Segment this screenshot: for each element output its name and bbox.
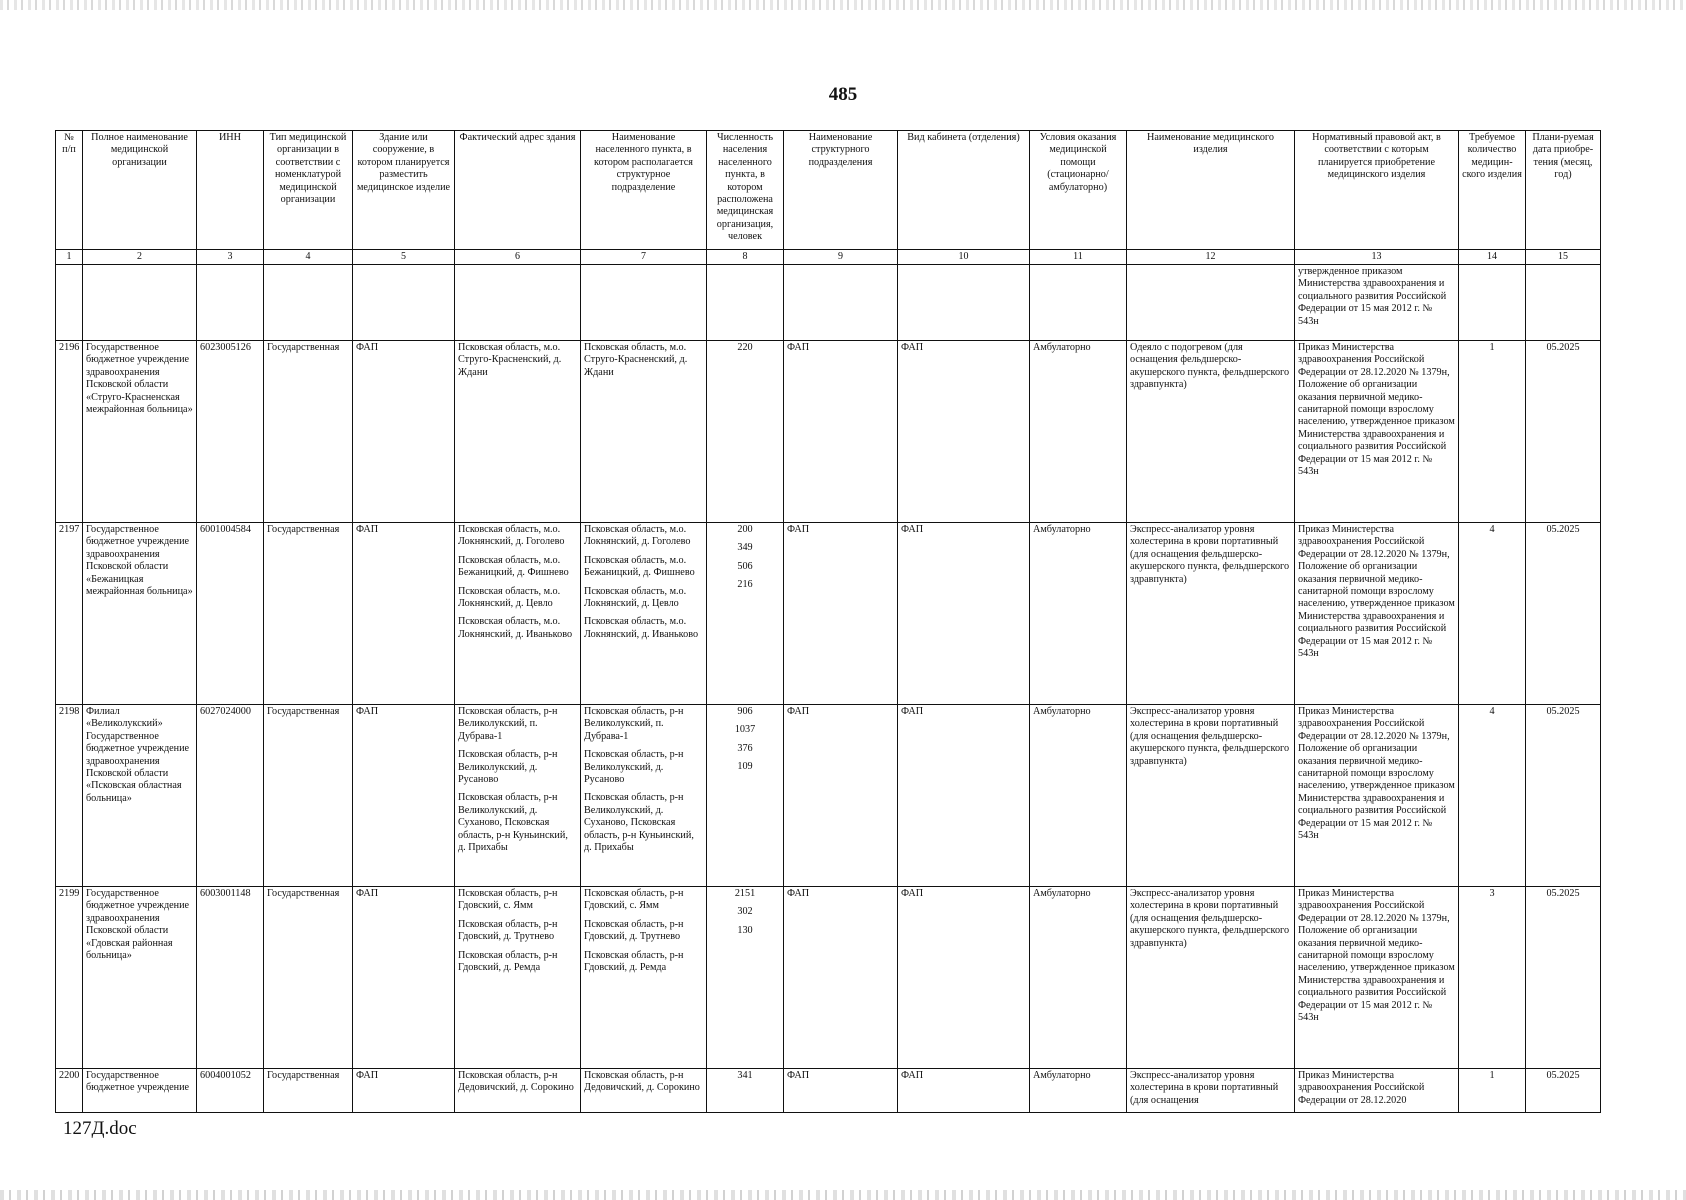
address-cell-entry: Псковская область, р-н Дедовичский, д. Сорокино (458, 1070, 574, 1094)
row-number-cell: 2196 (56, 341, 83, 523)
column-header: Численность населения населенного пункта, в котором расположена медицинская организация, человек (707, 131, 784, 250)
org-type-cell: Государственная (264, 523, 353, 705)
quantity-cell: 1 (1459, 1069, 1526, 1113)
address-cell-entry: Псковская область, р-н Гдовский, д. Трутнево (458, 918, 558, 943)
population-cell-entry: 220 (737, 342, 753, 353)
row-number-cell: 2200 (56, 1069, 83, 1113)
settlement-cell-entry: Псковская область, р-н Гдовский, д. Трутнево (584, 918, 684, 943)
continuation-act-cell: утвержденное приказом Министерства здравоохранения и социального развития Российской Федерации от 15 мая 2012 г. № 543н (1295, 265, 1459, 341)
column-number: 4 (264, 250, 353, 265)
address-cell (455, 341, 581, 523)
column-number: 14 (1459, 250, 1526, 265)
column-number-row (56, 250, 1601, 265)
purchase-date-cell: 05.2025 (1526, 887, 1601, 1069)
settlement-cell (581, 523, 707, 705)
structural-unit-cell: ФАП (784, 705, 898, 887)
header-row (56, 131, 1601, 250)
medical-device-cell: Экспресс-анализатор уровня холестерина в крови портативный (для оснащения фельдшерско-акушерского пункта, фельдшерского здравпункта) (1127, 705, 1295, 887)
column-header: № п/п (56, 131, 83, 250)
legal-act-cell: Приказ Министерства здравоохранения Российской Федерации от 28.12.2020 № 1379н, Положение об организации оказания первичной медико-санитарной помощи взрослому населению, утвержденное приказом Министерства здравоохранения и социального развития Российской Федерации от 15 мая 2012 г. № 543н (1295, 887, 1459, 1069)
quantity-cell: 3 (1459, 887, 1526, 1069)
column-header: Полное наименование медицинской организации (83, 131, 197, 250)
settlement-cell-entry: Псковская область, р-н Гдовский, с. Ямм (584, 888, 684, 912)
medical-device-cell: Экспресс-анализатор уровня холестерина в крови портативный (для оснащения фельдшерско-акушерского пункта, фельдшерского здравпункта) (1127, 887, 1295, 1069)
org-type-cell: Государственная (264, 1069, 353, 1113)
population-cell (707, 523, 784, 705)
settlement-cell (581, 1069, 707, 1113)
address-cell-entry: Псковская область, р-н Великолукский, д. Суханово, Псковская область, р-н Куньинский, д. Прихабы (458, 792, 568, 854)
settlement-cell (581, 341, 707, 523)
row-number-cell: 2197 (56, 523, 83, 705)
organization-cell: Государственное бюджетное учреждение (83, 1069, 197, 1113)
column-number: 1 (56, 250, 83, 265)
page-number: 485 (828, 84, 858, 105)
legal-act-cell: Приказ Министерства здравоохранения Российской Федерации от 28.12.2020 (1295, 1069, 1459, 1113)
population-cell-entry: 302 (737, 906, 753, 918)
address-cell (455, 705, 581, 887)
column-number: 13 (1295, 250, 1459, 265)
address-cell-entry: Псковская область, м.о. Локнянский, д. Гоголево (458, 524, 565, 548)
column-header: Здание или сооружение, в котором планируется разместить медицинское изделие (353, 131, 455, 250)
inn-cell: 6023005126 (197, 341, 264, 523)
organization-cell: Филиал «Великолукский» Государственное бюджетное учреждение здравоохранения Псковской области «Псковская областная больница» (83, 705, 197, 887)
table-row (56, 523, 1601, 705)
column-number: 7 (581, 250, 707, 265)
address-cell-entry: Псковская область, р-н Гдовский, д. Ремда (458, 949, 558, 974)
settlement-cell-entry: Псковская область, р-н Гдовский, д. Ремда (584, 949, 684, 974)
care-conditions-cell: Амбулаторно (1030, 341, 1127, 523)
structural-unit-cell: ФАП (784, 887, 898, 1069)
settlement-cell-entry: Псковская область, р-н Великолукский, п. Дубрава-1 (584, 706, 684, 742)
legal-act-cell: Приказ Министерства здравоохранения Российской Федерации от 28.12.2020 № 1379н, Положение об организации оказания первичной медико-санитарной помощи взрослому населению, утвержденное приказом Министерства здравоохранения и социального развития Российской Федерации от 15 мая 2012 г. № 543н (1295, 341, 1459, 523)
column-number: 3 (197, 250, 264, 265)
column-number: 6 (455, 250, 581, 265)
structural-unit-cell: ФАП (784, 341, 898, 523)
column-header: Наименование населенного пункта, в котором располагается структурное подразделение (581, 131, 707, 250)
settlement-cell (581, 887, 707, 1069)
column-header: Плани-руемая дата приобре-тения (месяц, год) (1526, 131, 1601, 250)
address-cell (455, 887, 581, 1069)
column-header: Условия оказания медицинской помощи (стационарно/ амбулаторно) (1030, 131, 1127, 250)
settlement-cell-entry: Псковская область, м.о. Локнянский, д. Гоголево (584, 524, 691, 548)
quantity-cell: 1 (1459, 341, 1526, 523)
settlement-cell-entry: Псковская область, р-н Дедовичский, д. Сорокино (584, 1070, 700, 1094)
inn-cell: 6027024000 (197, 705, 264, 887)
medical-device-cell: Экспресс-анализатор уровня холестерина в крови портативный (для оснащения (1127, 1069, 1295, 1113)
organization-cell: Государственное бюджетное учреждение здравоохранения Псковской области «Гдовская районная больница» (83, 887, 197, 1069)
building-cell: ФАП (353, 887, 455, 1069)
address-cell-entry: Псковская область, м.о. Струго-Красненский, д. Ждани (458, 342, 562, 378)
table-row (56, 341, 1601, 523)
building-cell: ФАП (353, 705, 455, 887)
column-header: ИНН (197, 131, 264, 250)
column-number: 2 (83, 250, 197, 265)
org-type-cell: Государственная (264, 705, 353, 887)
address-cell-entry: Псковская область, м.о. Локнянский, д. Цевло (458, 585, 561, 610)
org-type-cell: Государственная (264, 887, 353, 1069)
address-cell-entry: Псковская область, м.о. Локнянский, д. Иваньково (458, 616, 573, 640)
settlement-cell-entry: Псковская область, м.о. Струго-Красненский, д. Ждани (584, 342, 688, 378)
address-cell (455, 523, 581, 705)
inn-cell: 6001004584 (197, 523, 264, 705)
settlement-cell-entry: Псковская область, м.о. Бежаницкий, д. Фишнево (584, 554, 695, 579)
column-header: Вид кабинета (отделения) (898, 131, 1030, 250)
scan-edge-top (0, 0, 1686, 10)
purchase-date-cell: 05.2025 (1526, 341, 1601, 523)
inn-cell: 6004001052 (197, 1069, 264, 1113)
settlement-cell (581, 705, 707, 887)
population-cell (707, 705, 784, 887)
care-conditions-cell: Амбулаторно (1030, 887, 1127, 1069)
population-cell-entry: 906 (737, 706, 753, 717)
settlement-cell-entry: Псковская область, м.о. Локнянский, д. Иваньково (584, 616, 699, 640)
column-number: 15 (1526, 250, 1601, 265)
population-cell-entry: 109 (737, 761, 753, 773)
care-conditions-cell: Амбулаторно (1030, 1069, 1127, 1113)
address-cell-entry: Псковская область, м.о. Бежаницкий, д. Фишнево (458, 554, 569, 579)
column-header: Наименование структурного подразделения (784, 131, 898, 250)
settlement-cell-entry: Псковская область, м.о. Локнянский, д. Цевло (584, 585, 687, 610)
population-cell-entry: 200 (737, 524, 753, 535)
org-type-cell: Государственная (264, 341, 353, 523)
organization-cell: Государственное бюджетное учреждение здравоохранения Псковской области «Струго-Красненская межрайонная больница» (83, 341, 197, 523)
inn-cell: 6003001148 (197, 887, 264, 1069)
table-row (56, 705, 1601, 887)
organization-cell: Государственное бюджетное учреждение здравоохранения Псковской области «Бежаницкая межрайонная больница» (83, 523, 197, 705)
population-cell-entry: 1037 (734, 724, 756, 736)
column-header: Тип медицинской организации в соответствии с номенклатурой медицинской организации (264, 131, 353, 250)
medical-device-cell: Экспресс-анализатор уровня холестерина в крови портативный (для оснащения фельдшерско-акушерского пункта, фельдшерского здравпункта) (1127, 523, 1295, 705)
settlement-cell-entry: Псковская область, р-н Великолукский, д. Русаново (584, 749, 684, 786)
structural-unit-cell: ФАП (784, 1069, 898, 1113)
column-number: 8 (707, 250, 784, 265)
population-cell (707, 341, 784, 523)
continuation-row (56, 265, 1601, 341)
address-cell (455, 1069, 581, 1113)
column-number: 5 (353, 250, 455, 265)
cabinet-type-cell: ФАП (898, 1069, 1030, 1113)
column-number: 11 (1030, 250, 1127, 265)
table-row (56, 887, 1601, 1069)
purchase-date-cell: 05.2025 (1526, 1069, 1601, 1113)
column-header: Нормативный правовой акт, в соответствии с которым планируется приобретение медицинского изделия (1295, 131, 1459, 250)
column-header: Наименование медицинского изделия (1127, 131, 1295, 250)
population-cell (707, 1069, 784, 1113)
cabinet-type-cell: ФАП (898, 341, 1030, 523)
population-cell-entry: 349 (737, 542, 753, 554)
cabinet-type-cell: ФАП (898, 705, 1030, 887)
population-cell-entry: 376 (737, 742, 753, 754)
settlement-cell-entry: Псковская область, р-н Великолукский, д. Суханово, Псковская область, р-н Куньинский, д. Прихабы (584, 792, 694, 854)
population-cell-entry: 2151 (734, 888, 756, 899)
population-cell-entry: 341 (737, 1070, 753, 1081)
building-cell: ФАП (353, 1069, 455, 1113)
purchase-date-cell: 05.2025 (1526, 523, 1601, 705)
document-filename: 127Д.doc (63, 1118, 137, 1139)
column-number: 12 (1127, 250, 1295, 265)
legal-act-cell: Приказ Министерства здравоохранения Российской Федерации от 28.12.2020 № 1379н, Положение об организации оказания первичной медико-санитарной помощи взрослому населению, утвержденное приказом Министерства здравоохранения и социального развития Российской Федерации от 15 мая 2012 г. № 543н (1295, 705, 1459, 887)
column-header: Требуемое количество медицин-ского изделия (1459, 131, 1526, 250)
cabinet-type-cell: ФАП (898, 887, 1030, 1069)
building-cell: ФАП (353, 523, 455, 705)
row-number-cell: 2199 (56, 887, 83, 1069)
structural-unit-cell: ФАП (784, 523, 898, 705)
scan-edge-bottom (0, 1190, 1686, 1200)
row-number-cell: 2198 (56, 705, 83, 887)
column-number: 10 (898, 250, 1030, 265)
address-cell-entry: Псковская область, р-н Гдовский, с. Ямм (458, 888, 558, 912)
address-cell-entry: Псковская область, р-н Великолукский, д. Русаново (458, 749, 558, 786)
population-cell-entry: 130 (737, 924, 753, 936)
population-cell-entry: 216 (737, 579, 753, 591)
care-conditions-cell: Амбулаторно (1030, 705, 1127, 887)
building-cell: ФАП (353, 341, 455, 523)
population-cell-entry: 506 (737, 560, 753, 572)
quantity-cell: 4 (1459, 523, 1526, 705)
column-header: Фактический адрес здания (455, 131, 581, 250)
quantity-cell: 4 (1459, 705, 1526, 887)
cabinet-type-cell: ФАП (898, 523, 1030, 705)
care-conditions-cell: Амбулаторно (1030, 523, 1127, 705)
column-number: 9 (784, 250, 898, 265)
medical-device-cell: Одеяло с подогревом (для оснащения фельдшерско-акушерского пункта, фельдшерского здравпункта) (1127, 341, 1295, 523)
address-cell-entry: Псковская область, р-н Великолукский, п. Дубрава-1 (458, 706, 558, 742)
population-cell (707, 887, 784, 1069)
medical-equipment-table (55, 130, 1601, 1113)
table-row (56, 1069, 1601, 1113)
purchase-date-cell: 05.2025 (1526, 705, 1601, 887)
legal-act-cell: Приказ Министерства здравоохранения Российской Федерации от 28.12.2020 № 1379н, Положение об организации оказания первичной медико-санитарной помощи взрослому населению, утвержденное приказом Министерства здравоохранения и социального развития Российской Федерации от 15 мая 2012 г. № 543н (1295, 523, 1459, 705)
